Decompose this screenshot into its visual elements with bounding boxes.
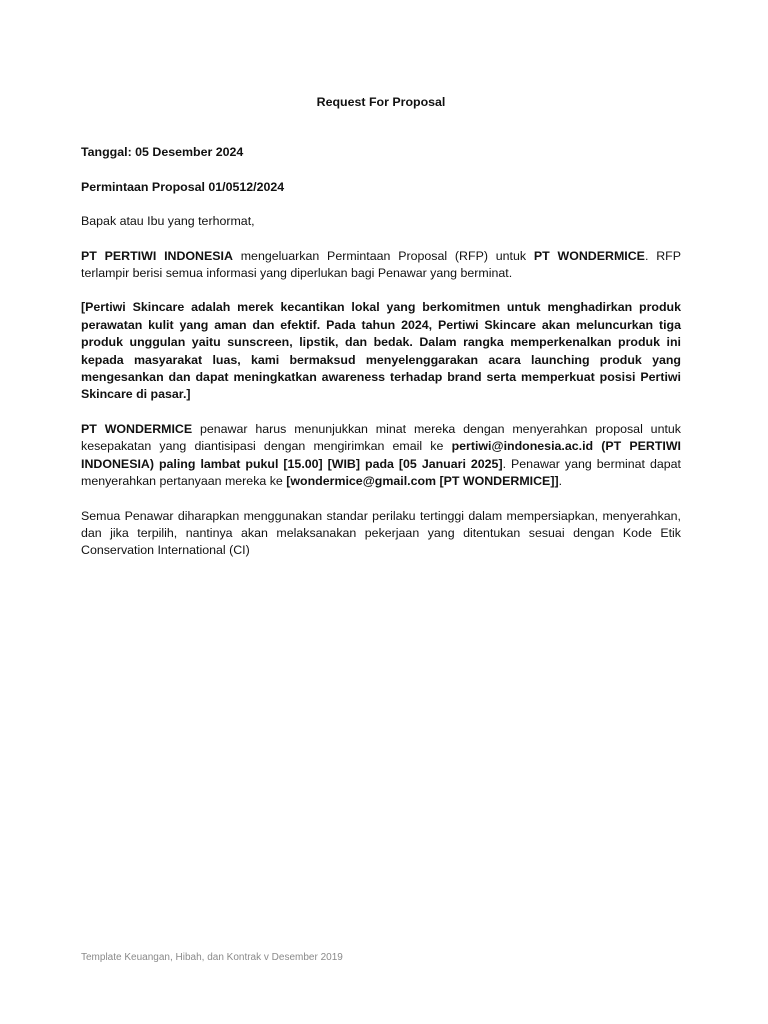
intro-text-1: mengeluarkan Permintaan Proposal (RFP) untuk	[232, 248, 534, 263]
bidder-name: PT WONDERMICE	[81, 421, 193, 436]
greeting: Bapak atau Ibu yang terhormat,	[81, 214, 255, 229]
issuer-name: PT PERTIWI INDONESIA	[81, 248, 233, 263]
submission-paragraph	[81, 421, 681, 491]
conduct-paragraph: Semua Penawar diharapkan menggunakan standar perilaku tertinggi dalam mempersiapkan, menyerahkan, dan jika terpilih, nantinya akan melaksanakan pekerjaan yang ditentukan sesuai dengan Kode Etik Conservation International (CI)	[81, 508, 681, 558]
recipient-name: PT WONDERMICE	[533, 248, 645, 263]
page-footer: Template Keuangan, Hibah, dan Kontrak v Desember 2019	[81, 952, 343, 963]
question-contact: [wondermice@gmail.com [PT WONDERMICE]]	[286, 474, 559, 489]
email-deadline: pertiwi@indonesia.ac.id (PT PERTIWI INDONESIA) paling lambat pukul [15.00] [WIB] pada [05 Januari 2025]	[81, 439, 682, 471]
date-line: Tanggal: 05 Desember 2024	[81, 145, 244, 160]
reference-line: Permintaan Proposal 01/0512/2024	[81, 179, 285, 194]
background-paragraph: [Pertiwi Skincare adalah merek kecantikan lokal yang berkomitmen untuk menghadirkan produk perawatan kulit yang aman dan efektif. Pada tahun 2024, Pertiwi Skincare akan meluncurkan tiga produk unggulan yaitu sunscreen, lipstik, dan bedak. Dalam rangka memperkenalkan produk ini kepada masyarakat luas, kami bermaksud menyelenggarakan acara launching produk yang mengesankan dan dapat meningkatkan awareness terhadap brand serta memperkuat posisi Pertiwi Skincare di pasar.]	[81, 300, 681, 402]
intro-paragraph	[81, 248, 681, 283]
submission-text-2: . Penawar yang berminat dapat menyerahkan pertanyaan mereka ke	[81, 456, 682, 489]
submission-text-1: penawar harus menunjukkan minat mereka dengan menyerahkan proposal untuk kesepakatan yang diantisipasi dengan mengirimkan email ke	[81, 421, 681, 454]
submission-text-3: .	[558, 474, 563, 489]
document-title: Request For Proposal	[316, 95, 446, 109]
document-body	[81, 94, 681, 577]
intro-text-2: . RFP terlampir berisi semua informasi yang diperlukan bagi Penawar yang berminat.	[81, 248, 681, 281]
